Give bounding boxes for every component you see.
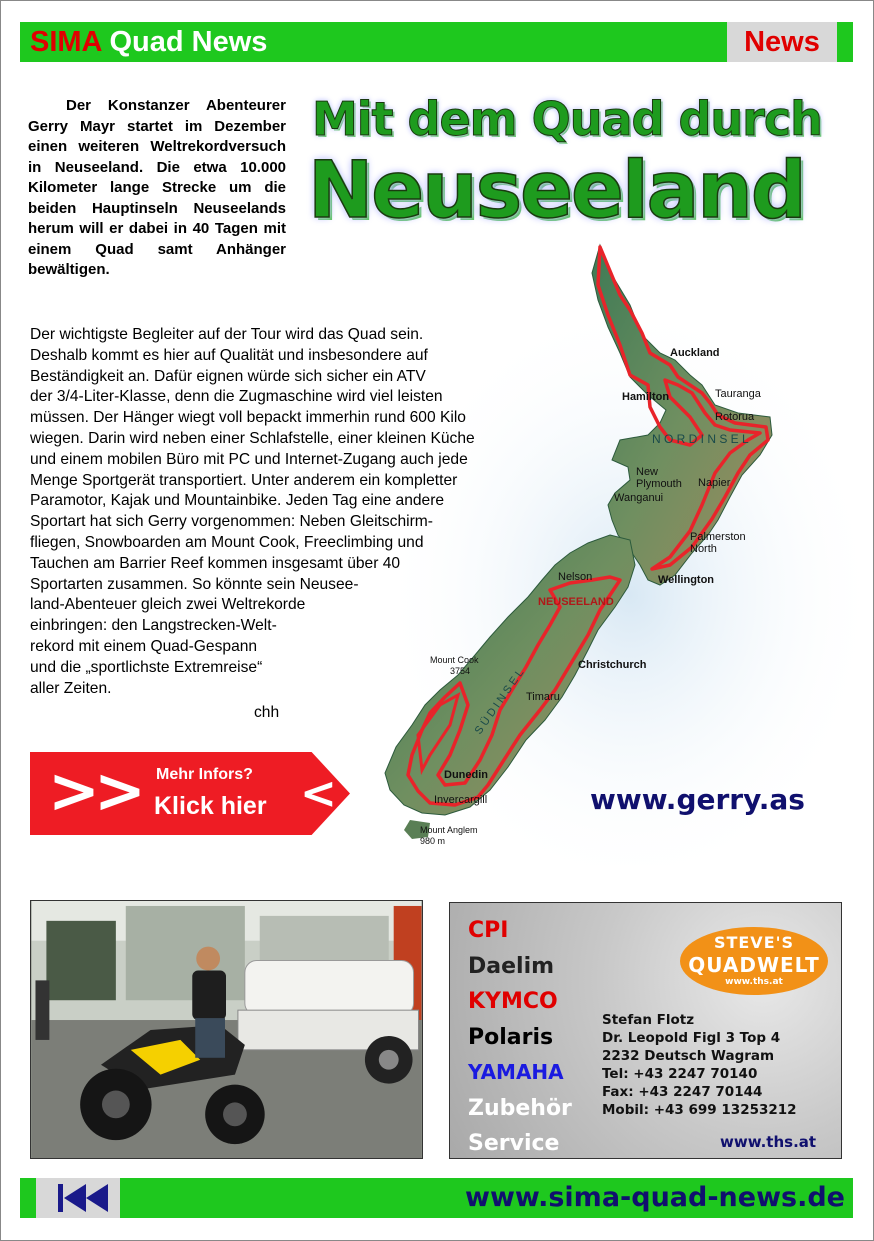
brand-cpi: CPI bbox=[468, 918, 509, 943]
cta-line1: Mehr Infors? bbox=[156, 766, 253, 783]
map-label-mount-cook-1: Mount Cook bbox=[430, 655, 479, 665]
back-to-start-button[interactable] bbox=[36, 1178, 120, 1218]
author-initials: chh bbox=[254, 704, 280, 721]
steves-quadwelt-logo bbox=[680, 927, 828, 995]
map-label-wanganui: Wanganui bbox=[614, 492, 664, 504]
map-label-wellington: Wellington bbox=[658, 574, 715, 586]
dealer-address bbox=[602, 1011, 797, 1119]
map-label-dunedin: Dunedin bbox=[444, 769, 488, 781]
logo-line2: QUADWELT bbox=[688, 953, 820, 977]
section-label: News bbox=[727, 22, 837, 62]
headline-line2: Neuseeland bbox=[308, 146, 805, 236]
body-line: aller Zeiten. bbox=[30, 679, 112, 697]
body-line: Menge Sportgerät transportiert. Unter anderem ein kompletter bbox=[30, 471, 458, 489]
address-line: Mobil: +43 699 13253212 bbox=[602, 1102, 797, 1118]
title-rest: Quad News bbox=[109, 26, 268, 58]
address-line: Dr. Leopold Figl 3 Top 4 bbox=[602, 1030, 781, 1046]
body-line: wiegen. Darin wird neben einer Schlafstelle, einer kleinen Küche bbox=[30, 429, 475, 447]
headline-line1: Mit dem Quad durch bbox=[312, 92, 822, 146]
left-arrow-icon: < bbox=[300, 768, 337, 819]
brand-service: Service bbox=[468, 1131, 560, 1156]
map-label-nelson: Nelson bbox=[558, 571, 593, 583]
map-label-new-plymouth-1: New bbox=[636, 466, 659, 478]
brand-kymco: KYMCO bbox=[468, 989, 558, 1014]
address-line: 2232 Deutsch Wagram bbox=[602, 1048, 775, 1064]
map-label-mount-anglem-2: 980 m bbox=[420, 836, 446, 846]
map-label-mount-cook-2: 3754 bbox=[450, 666, 471, 676]
body-line: rekord mit einem Quad-Gespann bbox=[30, 637, 258, 655]
title-sima: SIMA bbox=[30, 26, 102, 58]
map-label-invercargill: Invercargill bbox=[434, 794, 488, 806]
body-line: und einem mobilen Büro mit PC und Internet-Zugang auch jede bbox=[30, 450, 468, 468]
logo-line1: STEVE'S bbox=[713, 933, 795, 952]
brand-daelim: Daelim bbox=[468, 953, 555, 979]
footer-bar bbox=[20, 1178, 853, 1218]
brand-yamaha: YAMAHA bbox=[468, 1060, 564, 1084]
body-line: Tauchen am Barrier Reef kommen insgesamt über 40 bbox=[30, 554, 401, 572]
map-label-auckland: Auckland bbox=[670, 347, 720, 359]
header-bar bbox=[20, 22, 853, 62]
address-line: Fax: +43 2247 70144 bbox=[602, 1084, 763, 1100]
footer-website-link[interactable]: www.sima-quad-news.de bbox=[465, 1182, 845, 1213]
brand-polaris: Polaris bbox=[468, 1024, 554, 1050]
magazine-title bbox=[30, 26, 267, 59]
map-label-palmerston-2: North bbox=[690, 543, 717, 555]
map-label-rotorua: Rotorua bbox=[715, 411, 755, 423]
body-line: Deshalb kommt es hier auf Qualität und insbesondere auf bbox=[30, 346, 428, 364]
map-label-nordinsel: N O R D I N S E L bbox=[652, 432, 749, 446]
address-line: Tel: +43 2247 70140 bbox=[602, 1066, 758, 1082]
intro-text: Der Konstanzer Abenteurer Gerry Mayr startet im Dezember einen weiteren Weltrekordversuch in Neuseeland. Die etwa 10.000 Kilometer lange Strecke um die beiden Hauptinseln Neuseelands herum will er dabei in 40 Tagen mit einem Quad samt Anhänger bewältigen. bbox=[28, 97, 286, 278]
body-line: einbringen: den Langstrecken-Welt- bbox=[30, 617, 277, 635]
brand-list bbox=[468, 913, 572, 1162]
body-line: Der wichtigste Begleiter auf der Tour wird das Quad sein. bbox=[30, 326, 424, 343]
map-label-tauranga: Tauranga bbox=[715, 388, 761, 400]
body-line: Paramotor, Kajak und Mountainbike. Jeden Tag eine andere bbox=[30, 492, 445, 510]
quad-trailer-photo bbox=[30, 900, 423, 1159]
cta-line2: Klick hier bbox=[154, 792, 267, 820]
body-line: und die „sportlichste Extremreise“ bbox=[30, 658, 263, 676]
logo-line3: www.ths.at bbox=[725, 977, 783, 987]
map-label-palmerston-1: Palmerston bbox=[690, 531, 746, 543]
more-info-button[interactable] bbox=[30, 752, 350, 835]
map-label-mount-anglem-1: Mount Anglem bbox=[420, 825, 478, 835]
intro-paragraph bbox=[28, 96, 286, 281]
map-label-christchurch: Christchurch bbox=[578, 659, 647, 671]
brand-zubehoer: Zubehör bbox=[468, 1095, 572, 1121]
map-label-suedinsel: S Ü D I N S E L bbox=[472, 667, 527, 737]
body-line: Sportart hat sich Gerry vorgenommen: Neben Gleitschirm- bbox=[30, 513, 433, 531]
map-label-neuseeland: NEUSEELAND bbox=[538, 596, 614, 608]
body-line: Sportarten zusammen. So könnte sein Neusee- bbox=[30, 575, 359, 593]
map-label-napier: Napier bbox=[698, 477, 731, 489]
map-label-hamilton: Hamilton bbox=[622, 391, 670, 403]
map-label-timaru: Timaru bbox=[526, 691, 560, 703]
article-body bbox=[30, 325, 475, 699]
map-label-new-plymouth-2: Plymouth bbox=[636, 478, 682, 490]
dealer-ad bbox=[449, 902, 842, 1159]
body-line: Beständigkeit an. Dafür eignen würde sich sicher ein ATV bbox=[30, 367, 426, 385]
back-to-start-icon bbox=[36, 1178, 120, 1218]
body-line: müssen. Der Hänger wiegt voll bepackt immerhin rund 600 Kilo bbox=[30, 409, 466, 427]
body-line: land-Abenteuer gleich zwei Weltrekorde bbox=[30, 596, 306, 614]
address-line: Stefan Flotz bbox=[602, 1012, 695, 1028]
body-line: fliegen, Snowboarden am Mount Cook, Freeclimbing und bbox=[30, 533, 424, 551]
body-line: der 3/4-Liter-Klasse, denn die Zugmaschine wird viel leisten bbox=[30, 388, 443, 406]
dealer-website-link[interactable]: www.ths.at bbox=[720, 1133, 817, 1151]
double-arrow-icon: >> bbox=[48, 754, 140, 827]
gerry-website-link[interactable]: www.gerry.as bbox=[590, 783, 805, 816]
